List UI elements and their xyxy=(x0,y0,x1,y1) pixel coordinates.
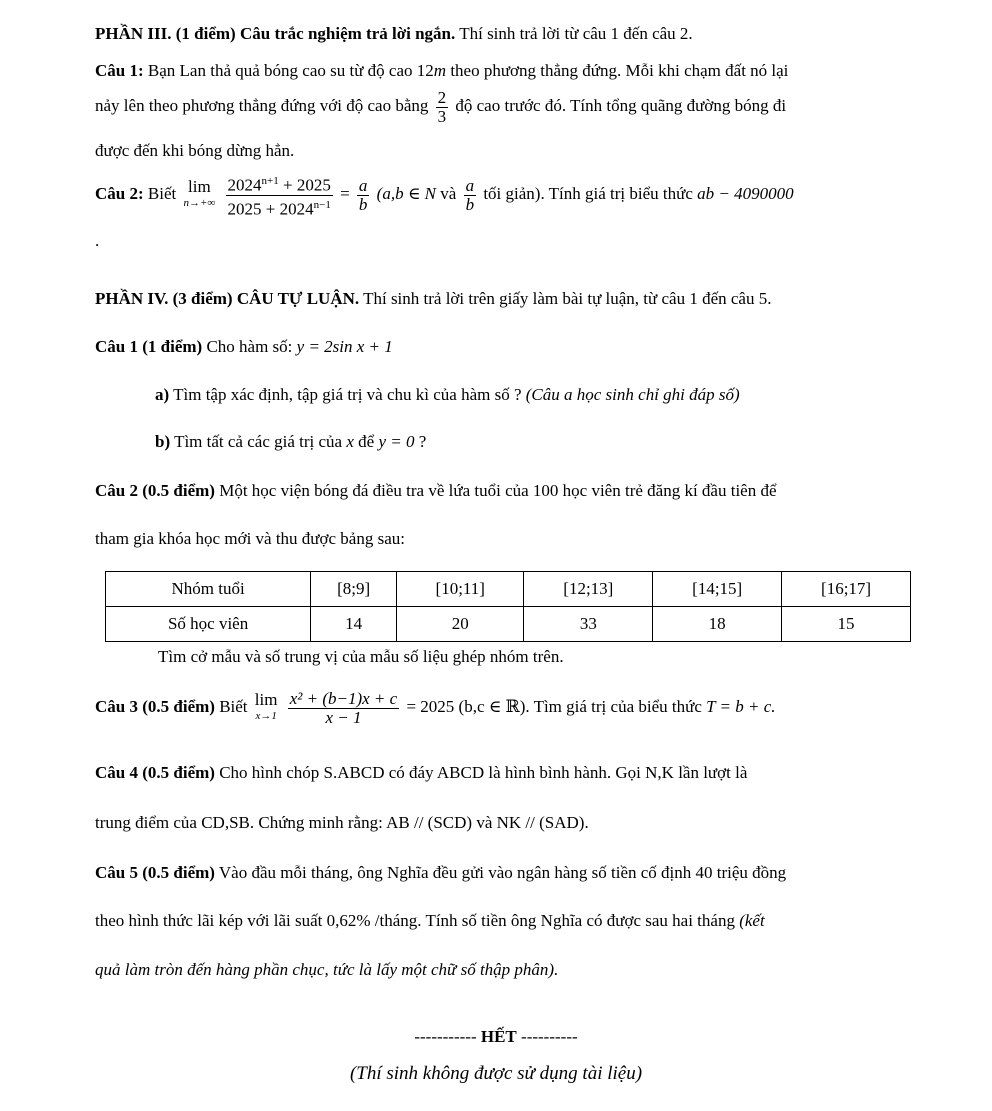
table-header-cell: Số học viên xyxy=(106,607,311,642)
q1a-text: Tìm tập xác định, tập giá trị và chu kì của hàm số ? xyxy=(169,385,526,404)
lim-subscript: n→+∞ xyxy=(183,197,216,210)
part4-q1b-line xyxy=(155,431,426,453)
part4-q2-line2: tham gia khóa học mới và thu được bảng sau: xyxy=(95,529,405,548)
part3-q1-line1 xyxy=(95,60,788,82)
den-base: 2025 + 2024 xyxy=(227,199,314,219)
fraction-two-thirds xyxy=(436,89,449,126)
table-cell: 15 xyxy=(782,607,911,642)
q1b-text2: để xyxy=(353,432,379,451)
trailing-dot: . xyxy=(95,231,100,250)
lim-word-q3: lim xyxy=(254,690,278,710)
q3-numerator: x² + (b−1)x + c xyxy=(289,688,398,708)
question-mark: ? xyxy=(414,432,427,451)
part3-q1-text1b: theo phương thẳng đứng. Mỗi khi chạm đất nó lại xyxy=(446,61,789,80)
den-exponent: n−1 xyxy=(313,198,331,211)
limit-fraction-q3 xyxy=(288,690,399,727)
function-expression: y = 2sin x + 1 xyxy=(296,337,393,356)
unit-m: m xyxy=(433,61,447,80)
toigian-text: tối giản). Tính giá trị biểu thức xyxy=(483,184,693,204)
var-x: x xyxy=(346,432,354,451)
part4-q2-line1 xyxy=(95,480,777,502)
q1b-label: b) xyxy=(155,432,171,451)
end-word: HẾT xyxy=(480,1027,517,1046)
frac-numerator: 2 xyxy=(437,87,447,107)
fraction-a-b-2 xyxy=(464,177,477,214)
table-cell: [12;13] xyxy=(524,572,653,607)
part3-q1-line3: được đến khi bóng dừng hẳn. xyxy=(95,141,295,160)
condition-text: (a,b ∈ N xyxy=(376,184,437,204)
part3-q2-label: Câu 2: xyxy=(95,184,144,204)
part4-q4-text1: Cho hình chóp S.ABCD có đáy ABCD là hình bình hành. Gọi N,K lần lượt là xyxy=(214,763,748,782)
num-exponent: n+1 xyxy=(261,175,279,187)
table-cell: [14;15] xyxy=(653,572,782,607)
part3-heading: PHẦN III. (1 điểm) Câu trắc nghiệm trả lời ngắn. xyxy=(95,24,456,43)
part4-q1a-line xyxy=(155,384,740,406)
biet-text: Biết xyxy=(143,184,177,204)
frac-b-2: b xyxy=(465,194,475,214)
part4-q4-label: Câu 4 (0.5 điểm) xyxy=(95,763,215,782)
age-group-table xyxy=(105,571,911,642)
limit-operator-q3 xyxy=(255,692,278,724)
part4-q1-text: Cho hàm số: xyxy=(202,337,297,356)
q3-denominator: x − 1 xyxy=(325,707,362,727)
end-marker xyxy=(0,1026,992,1048)
part3-instruction: Thí sinh trả lời từ câu 1 đến câu 2. xyxy=(455,24,693,43)
part4-q5-note-end: quả làm tròn đến hàng phần chục, tức là lấy một chữ số thập phân). xyxy=(95,960,559,979)
limit-operator xyxy=(184,179,216,211)
frac-a-2: a xyxy=(465,175,475,195)
limit-numerator xyxy=(226,172,333,196)
part4-instruction: Thí sinh trả lời trên giấy làm bài tự luận, từ câu 1 đến câu 5. xyxy=(359,289,772,308)
part4-q2-label: Câu 2 (0.5 điểm) xyxy=(95,481,215,500)
part3-q2-line xyxy=(95,172,794,218)
q1a-label: a) xyxy=(155,385,170,404)
equals-sign: = xyxy=(340,184,350,204)
footer-note-text: (Thí sinh không được sử dụng tài liệu) xyxy=(349,1063,643,1084)
part4-q5-line1 xyxy=(95,862,786,884)
part4-heading: PHẦN IV. (3 điểm) CÂU TỰ LUẬN. xyxy=(95,289,360,308)
num-tail: + 2025 xyxy=(278,175,331,195)
part4-q4-line1 xyxy=(95,762,747,784)
q1b-text: Tìm tất cả các giá trị của xyxy=(170,432,347,451)
table-row xyxy=(106,607,911,642)
num-base: 2024 xyxy=(227,175,262,195)
part4-heading-line xyxy=(95,288,771,310)
expression: ab − 4090000 xyxy=(697,184,794,204)
table-row xyxy=(106,572,911,607)
part4-q5-line3 xyxy=(95,959,558,981)
table-cell: [10;11] xyxy=(397,572,524,607)
part4-q5-note-start: (kết xyxy=(739,911,765,930)
part4-q2-after: Tìm cở mẫu và số trung vị của mẫu số liệu ghép nhóm trên. xyxy=(158,647,564,666)
part4-q5-line2 xyxy=(95,910,765,932)
y-equals-zero: y = 0 xyxy=(378,432,415,451)
part3-q1-text2a: nảy lên theo phương thẳng đứng với độ cao bằng xyxy=(95,96,429,115)
q3-T-expression: T = b + c. xyxy=(706,697,776,716)
part3-q1-label: Câu 1: xyxy=(95,61,144,80)
part4-q4-line2: trung điểm của CD,SB. Chứng minh rằng: AB // (SCD) và NK // (SAD). xyxy=(95,813,589,832)
part4-q5-label: Câu 5 (0.5 điểm) xyxy=(95,863,215,882)
q3-biet: Biết xyxy=(214,697,248,716)
lim-word: lim xyxy=(188,177,211,197)
part3-q1-text2b: độ cao trước đó. Tính tổng quãng đường bóng đi xyxy=(455,96,787,115)
part4-q1-line xyxy=(95,336,393,358)
limit-fraction xyxy=(226,172,333,218)
table-cell: [16;17] xyxy=(782,572,911,607)
frac-b: b xyxy=(358,194,368,214)
part3-q1-text1: Bạn Lan thả quả bóng cao su từ độ cao 12 xyxy=(143,61,434,80)
part3-q1-line2 xyxy=(95,88,786,126)
table-cell: 14 xyxy=(311,607,397,642)
frac-a: a xyxy=(358,175,368,195)
table-cell: 18 xyxy=(653,607,782,642)
part4-q5-text2: theo hình thức lãi kép với lãi suất 0,62% /tháng. Tính số tiền ông Nghĩa có được sau hai tháng xyxy=(95,911,740,930)
table-cell: 20 xyxy=(397,607,524,642)
part3-heading-line xyxy=(95,23,693,45)
table-cell: [8;9] xyxy=(311,572,397,607)
part4-q1-label: Câu 1 (1 điểm) xyxy=(95,337,203,356)
footer-note xyxy=(0,1063,992,1085)
fraction-a-b xyxy=(357,177,370,214)
limit-denominator xyxy=(226,196,333,219)
lim-subscript-q3: x→1 xyxy=(255,710,277,723)
part4-q2-text1: Một học viện bóng đá điều tra về lứa tuổi của 100 học viên trẻ đăng kí đầu tiên để xyxy=(214,481,777,500)
part4-q3-line xyxy=(95,685,776,729)
end-dashes-left: ----------- xyxy=(414,1027,481,1046)
q3-rest: = 2025 (b,c ∈ ℝ). Tìm giá trị của biểu thức xyxy=(406,697,707,716)
end-dashes-right: ---------- xyxy=(516,1027,578,1046)
frac-denominator: 3 xyxy=(437,106,447,126)
q1a-note: (Câu a học sinh chỉ ghi đáp số) xyxy=(525,385,740,404)
table-cell: 33 xyxy=(524,607,653,642)
table-header-cell: Nhóm tuổi xyxy=(106,572,311,607)
part4-q3-label: Câu 3 (0.5 điểm) xyxy=(95,697,215,716)
va-text: và xyxy=(440,184,457,204)
part4-q5-text1: Vào đầu mỗi tháng, ông Nghĩa đều gửi vào ngân hàng số tiền cố định 40 triệu đồng xyxy=(214,863,787,882)
